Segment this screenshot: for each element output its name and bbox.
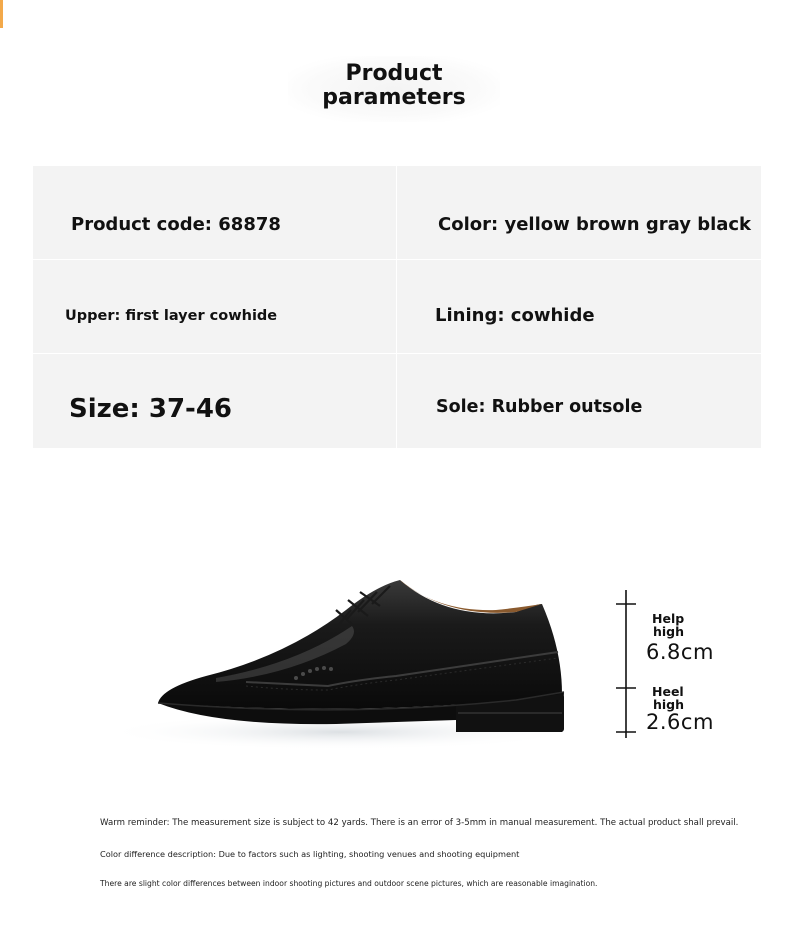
spec-sole: Sole: Rubber outsole	[436, 397, 643, 417]
help-high-label-1: Help	[652, 611, 685, 626]
spec-size: Size: 37-46	[69, 394, 233, 424]
measurement-scale	[600, 588, 760, 748]
spec-table	[33, 166, 760, 446]
help-high-value: 6.8cm	[646, 640, 714, 664]
spec-cell-product-code	[33, 166, 396, 259]
shoe-image	[96, 560, 586, 760]
spec-cell-color	[397, 166, 761, 259]
spec-cell-lining	[397, 260, 761, 353]
spec-cell-size	[33, 354, 396, 448]
heel-high-label-2: high	[653, 697, 685, 712]
spec-cell-sole	[397, 354, 761, 448]
measurement-scale-icon	[600, 588, 640, 748]
spec-upper: Upper: first layer cowhide	[65, 308, 278, 324]
spec-lining: Lining: cowhide	[435, 305, 595, 326]
oxford-brogue-shoe-icon	[96, 560, 586, 760]
heel-high-value: 2.6cm	[646, 710, 714, 734]
spec-cell-upper	[33, 260, 396, 353]
color-difference-note-2: There are slight color differences between indoor shooting pictures and outdoor scene pictures, which are reasonable imagination.	[100, 879, 598, 888]
corner-accent-mark	[0, 0, 3, 28]
warm-reminder-note: Warm reminder: The measurement size is subject to 42 yards. There is an error of 3-5mm in manual measurement. The actual product shall prevail.	[100, 818, 739, 828]
spec-color: Color: yellow brown gray black	[438, 214, 752, 235]
color-difference-note: Color difference description: Due to factors such as lighting, shooting venues and shooting equipment	[100, 849, 520, 859]
heel-high-label-1: Heel	[652, 684, 684, 699]
help-high-label-2: high	[653, 624, 685, 639]
title-line-2: parameters	[322, 85, 466, 110]
title-line-1: Product	[345, 61, 443, 86]
spec-product-code: Product code: 68878	[71, 214, 281, 235]
section-title	[288, 56, 500, 122]
